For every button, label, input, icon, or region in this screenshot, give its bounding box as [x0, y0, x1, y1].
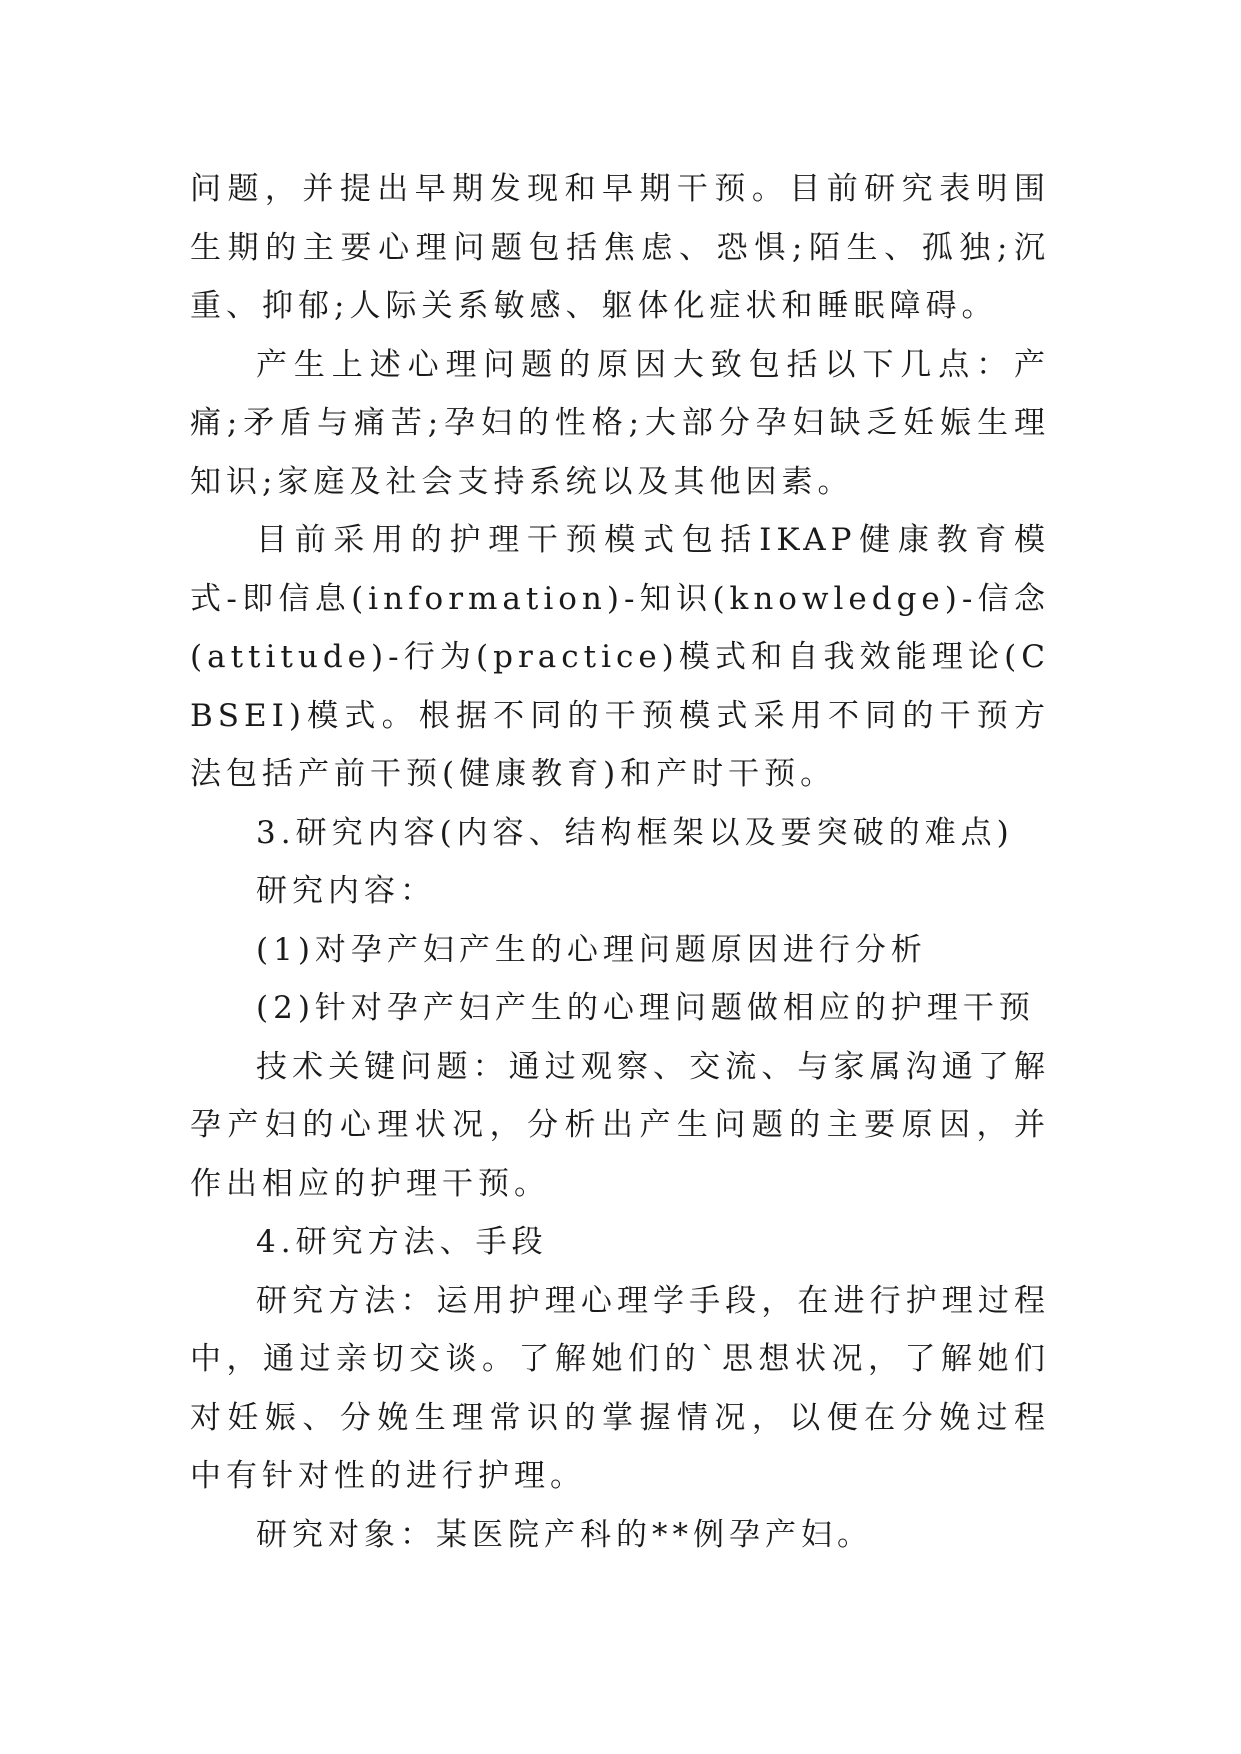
section-heading-research-content: 3.研究内容(内容、结构框架以及要突破的难点) — [256, 814, 1014, 851]
paragraph-intervention-models: 目前采用的护理干预模式包括IKAP健康教育模式-即信息(information)-知识(knowledge)-信念(attitude)-行为(practice)模式和自我效能理论(CBSEI)模式。根据不同的干预模式采用不同的干预方法包括产前干预(健康教育)和产时干预。 — [190, 522, 1050, 792]
paragraph-research-subjects: 研究对象：某医院产科的**例孕产妇。 — [256, 1516, 873, 1553]
list-item-2: (2)针对孕产妇产生的心理问题做相应的护理干预 — [256, 990, 1035, 1026]
document-body — [190, 160, 1050, 1564]
list-item-1: (1)对孕产妇产生的心理问题原因进行分析 — [256, 931, 927, 968]
paragraph-key-technical-issues: 技术关键问题：通过观察、交流、与家属沟通了解孕产妇的心理状况，分析出产生问题的主要原因，并作出相应的护理干预。 — [190, 1048, 1050, 1202]
label-research-content: 研究内容： — [256, 873, 436, 909]
paragraph-perinatal-psych-problems: 问题，并提出早期发现和早期干预。目前研究表明围生期的主要心理问题包括焦虑、恐惧;陌生、孤独;沉重、抑郁;人际关系敏感、躯体化症状和睡眠障碍。 — [190, 171, 1050, 324]
section-heading-research-methods: 4.研究方法、手段 — [256, 1224, 548, 1260]
paragraph-causes: 产生上述心理问题的原因大致包括以下几点：产痛;矛盾与痛苦;孕妇的性格;大部分孕妇缺乏妊娠生理知识;家庭及社会支持系统以及其他因素。 — [190, 346, 1050, 500]
paragraph-research-method: 研究方法：运用护理心理学手段，在进行护理过程中，通过亲切交谈。了解她们的`思想状况，了解她们对妊娠、分娩生理常识的掌握情况，以便在分娩过程中有针对性的进行护理。 — [190, 1282, 1050, 1494]
